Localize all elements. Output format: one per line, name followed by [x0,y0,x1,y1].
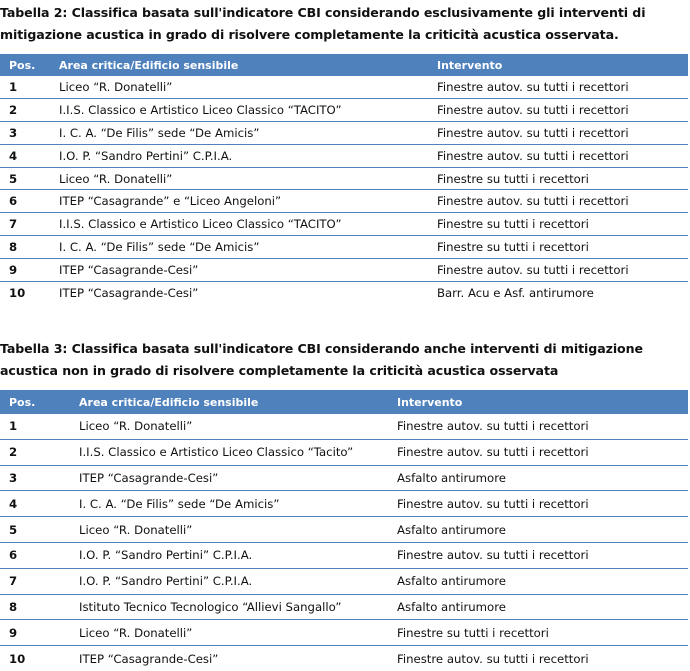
row-pos: 3 [0,465,70,491]
table-row [0,167,688,190]
row-intervento: Asfalto antirumore [388,568,688,594]
table-row [0,144,688,167]
row-pos: 4 [0,144,50,167]
table-row [0,542,688,568]
row-intervento: Finestre autov. su tutti i recettori [388,491,688,517]
table-row [0,259,688,282]
row-area: I.O. P. “Sandro Pertini” C.P.I.A. [70,568,388,594]
row-pos: 2 [0,98,50,121]
row-intervento: Asfalto antirumore [388,594,688,620]
row-area: Istituto Tecnico Tecnologico “Allievi Sangallo” [70,594,388,620]
header-area: Area critica/Edificio sensibile [70,390,388,414]
row-intervento: Finestre autov. su tutti i recettori [388,439,688,465]
row-area: ITEP “Casagrande-Cesi” [50,259,428,282]
row-pos: 7 [0,568,70,594]
table-row [0,236,688,259]
table-header-row [0,390,688,414]
header-intervento: Intervento [428,54,688,76]
row-area: I.I.S. Classico e Artistico Liceo Classico “Tacito” [70,439,388,465]
row-intervento: Barr. Acu e Asf. antirumore [437,285,594,300]
ranking-table-3 [0,390,688,671]
table-row [0,465,688,491]
row-intervento: Finestre autov. su tutti i recettori [428,76,688,98]
table-row [0,594,688,620]
row-area: Liceo “R. Donatelli” [70,620,388,646]
row-intervento: Finestre su tutti i recettori [428,167,688,190]
row-intervento: Finestre autov. su tutti i recettori [428,121,688,144]
row-intervento: Finestre su tutti i recettori [388,620,688,646]
row-area: ITEP “Casagrande-Cesi” [59,285,199,300]
row-area: I.O. P. “Sandro Pertini” C.P.I.A. [70,542,388,568]
row-pos: 5 [0,167,50,190]
table3-caption: Tabella 3: Classifica basata sull'indicatore CBI considerando anche interventi di mitigazione acustica non in grado di risolvere completamente la criticità acustica osservata [0,341,643,378]
table-row [0,414,688,439]
row-pos: 6 [0,542,70,568]
row-pos: 10 [9,651,26,666]
row-area: ITEP “Casagrande-Cesi” [70,465,388,491]
row-area: I.I.S. Classico e Artistico Liceo Classico “TACITO” [50,98,428,121]
row-pos: 1 [0,414,70,439]
ranking-table-2 [0,54,688,304]
row-intervento: Finestre autov. su tutti i recettori [428,190,688,213]
row-pos: 7 [0,213,50,236]
row-area: I. C. A. “De Filis” sede “De Amicis” [50,236,428,259]
header-area: Area critica/Edificio sensibile [50,54,428,76]
table2-caption: Tabella 2: Classifica basata sull'indicatore CBI considerando esclusivamente gli interventi di mitigazione acustica in grado di risolvere completamente la criticità acustica osservata. [0,5,646,42]
header-intervento: Intervento [388,390,688,414]
header-pos: Pos. [0,390,70,414]
table-row [0,98,688,121]
row-area: Liceo “R. Donatelli” [50,167,428,190]
table-row [0,491,688,517]
row-pos: 8 [0,594,70,620]
table-row [0,517,688,543]
table-row [0,76,688,98]
row-intervento: Finestre autov. su tutti i recettori [388,542,688,568]
row-pos: 10 [9,285,26,300]
row-pos: 9 [0,620,70,646]
table-row [0,213,688,236]
table-row [0,121,688,144]
row-intervento: Asfalto antirumore [388,465,688,491]
row-pos: 5 [0,517,70,543]
row-area: I.O. P. “Sandro Pertini” C.P.I.A. [50,144,428,167]
row-pos: 8 [0,236,50,259]
table-row [0,568,688,594]
row-intervento: Finestre su tutti i recettori [428,236,688,259]
row-intervento: Finestre autov. su tutti i recettori [428,259,688,282]
row-intervento: Finestre autov. su tutti i recettori [428,144,688,167]
row-pos: 4 [0,491,70,517]
row-area: Liceo “R. Donatelli” [70,414,388,439]
row-area: Liceo “R. Donatelli” [70,517,388,543]
row-pos: 1 [0,76,50,98]
row-pos: 6 [0,190,50,213]
table-row [0,190,688,213]
row-intervento: Finestre autov. su tutti i recettori [397,651,589,666]
table-row [0,620,688,646]
row-area: Liceo “R. Donatelli” [50,76,428,98]
header-pos: Pos. [0,54,50,76]
row-area: I. C. A. “De Filis” sede “De Amicis” [50,121,428,144]
table-row [0,282,688,304]
row-pos: 2 [0,439,70,465]
row-intervento: Finestre autov. su tutti i recettori [428,98,688,121]
row-area: ITEP “Casagrande” e “Liceo Angeloni” [50,190,428,213]
table-row [0,439,688,465]
table-header-row [0,54,688,76]
row-area: ITEP “Casagrande-Cesi” [79,651,219,666]
row-area: I. C. A. “De Filis” sede “De Amicis” [70,491,388,517]
row-intervento: Asfalto antirumore [388,517,688,543]
row-intervento: Finestre autov. su tutti i recettori [388,414,688,439]
row-pos: 3 [0,121,50,144]
row-pos: 9 [0,259,50,282]
row-intervento: Finestre su tutti i recettori [428,213,688,236]
row-area: I.I.S. Classico e Artistico Liceo Classico “TACITO” [50,213,428,236]
table-row [0,646,688,671]
